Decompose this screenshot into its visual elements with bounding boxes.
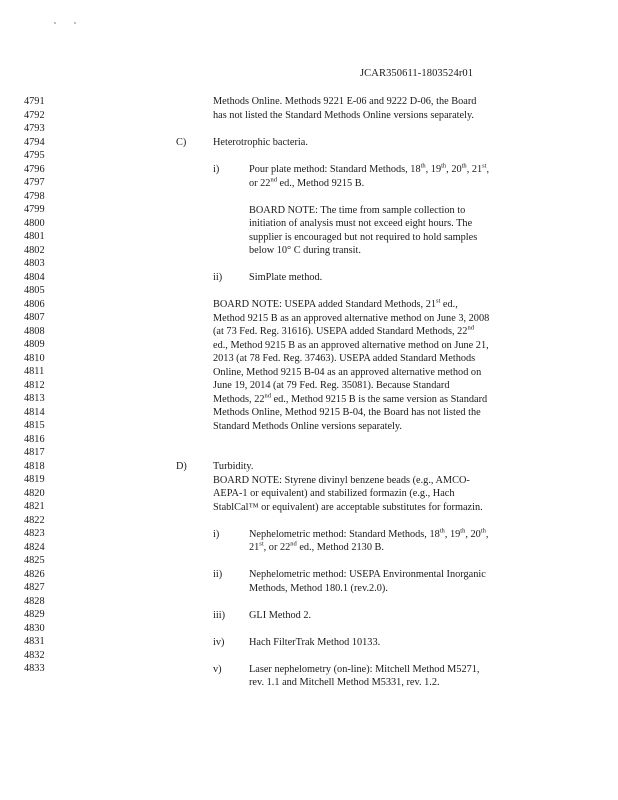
line-number: 4821 [24, 501, 45, 512]
line-number: 4791 [24, 96, 45, 107]
line-number: 4805 [24, 285, 45, 296]
line-number: 4798 [24, 190, 45, 202]
line-number: 4817 [24, 447, 45, 458]
line-number: 4794 [24, 136, 45, 148]
d-note-line-2: AEPA-1 or equivalent) and stabilized formazin (e.g., Hach [213, 488, 455, 499]
c-item-i-note-line-2: initiation of analysis must not exceed eight hours. The [249, 218, 473, 229]
c-note-line-5: 2013 (at 78 Fed. Reg. 37463). USEPA added Standard Methods [213, 353, 476, 364]
line-number: 4810 [24, 352, 45, 364]
c-note-line-6: Online, Method 9215 B-04 as an approved alternative method on [213, 366, 482, 378]
d-item-ii-line-2: Methods, Method 180.1 (rev.2.0). [249, 582, 388, 594]
line-number: 4831 [24, 636, 45, 647]
line-number: 4823 [24, 528, 45, 539]
line-number: 4818 [24, 460, 45, 472]
line-number: 4799 [24, 204, 45, 215]
section-c-title: Heterotrophic bacteria. [213, 137, 308, 148]
line-number: 4802 [24, 244, 45, 256]
c-note-line-1: BOARD NOTE: USEPA added Standard Methods, 21st ed., [213, 297, 458, 310]
line-number: 4795 [24, 150, 45, 161]
line-number: 4807 [24, 312, 45, 323]
d-item-iv-text: Hach FilterTrak Method 10133. [249, 636, 381, 648]
line-number: 4800 [24, 217, 45, 229]
line-number: 4822 [24, 514, 45, 526]
line-number: 4816 [24, 433, 45, 445]
d-item-iii-text: GLI Method 2. [249, 609, 312, 621]
line-number: 4826 [24, 568, 45, 580]
d-item-iii-marker: iii) [213, 609, 226, 621]
line-number: 4801 [24, 231, 45, 242]
line-number: 4811 [24, 366, 45, 377]
line-number: 4833 [24, 663, 45, 674]
d-note-line-3: StablCal™ or equivalent) are acceptable substitutes for formazin. [213, 501, 483, 513]
line-number: 4828 [24, 595, 45, 607]
line-number: 4796 [24, 163, 45, 175]
line-number: 4803 [24, 258, 45, 269]
d-item-v-line-2: rev. 1.1 and Mitchell Method M5331, rev. 1.2. [249, 677, 440, 688]
c-note-line-4: ed., Method 9215 B as an approved alternative method on June 21, [213, 339, 489, 351]
line-number: 4804 [24, 271, 45, 283]
c-note-line-10: Standard Methods Online versions separately. [213, 420, 402, 432]
c-note-line-8: Methods, 22nd ed., Method 9215 B is the same version as Standard [213, 392, 488, 405]
line-number: 4808 [24, 325, 45, 337]
line-number: 4829 [24, 609, 45, 620]
intro-line-2: has not listed the Standard Methods Online versions separately. [213, 109, 474, 121]
c-item-i-line-2: or 22nd ed., Method 9215 B. [249, 176, 365, 189]
d-item-iv-marker: iv) [213, 636, 225, 648]
c-item-ii-text: SimPlate method. [249, 272, 323, 283]
c-item-i-line-1: Pour plate method: Standard Methods, 18th, 19th, 20th, 21st, [249, 162, 490, 175]
d-item-v-marker: v) [213, 663, 222, 675]
line-number: 4827 [24, 582, 45, 593]
section-d-title: Turbidity. [213, 461, 254, 472]
scan-speck [54, 22, 56, 24]
document-id: JCAR350611-1803524r01 [360, 68, 474, 79]
line-number: 4832 [24, 649, 45, 661]
d-item-i-line-2: 21st, or 22nd ed., Method 2130 B. [249, 540, 384, 553]
line-number: 4824 [24, 541, 45, 553]
c-item-i-note-line-4: below 10° C during transit. [249, 245, 361, 256]
d-note-line-1: BOARD NOTE: Styrene divinyl benzene beads (e.g., AMCO- [213, 474, 470, 486]
line-number: 4815 [24, 420, 45, 431]
line-number: 4792 [24, 109, 45, 121]
d-item-i-marker: i) [213, 528, 220, 540]
scan-speck [74, 22, 76, 24]
line-number: 4793 [24, 123, 45, 134]
c-item-i-note-line-3: supplier is encouraged but not required to hold samples [249, 231, 478, 243]
line-number: 4809 [24, 339, 45, 350]
line-number: 4825 [24, 555, 45, 566]
section-d-marker: D) [176, 461, 187, 472]
intro-line-1: Methods Online. Methods 9221 E-06 and 9222 D-06, the Board [213, 96, 477, 107]
line-number: 4812 [24, 379, 45, 391]
c-item-i-marker: i) [213, 164, 220, 175]
c-item-i-note-line-1: BOARD NOTE: The time from sample collection to [249, 204, 466, 216]
line-number: 4797 [24, 177, 45, 188]
line-number: 4813 [24, 393, 45, 404]
line-number: 4819 [24, 474, 45, 485]
d-item-ii-marker: ii) [213, 569, 223, 580]
c-note-line-3: (at 73 Fed. Reg. 31616). USEPA added Standard Methods, 22nd [213, 324, 474, 337]
d-item-v-line-1: Laser nephelometry (on-line): Mitchell Method M5271, [249, 663, 480, 675]
line-number: 4814 [24, 406, 45, 418]
c-item-ii-marker: ii) [213, 272, 223, 283]
c-note-line-2: Method 9215 B as an approved alternative method on June 3, 2008 [213, 312, 490, 324]
c-note-line-9: Methods Online, Method 9215 B-04, the Board has not listed the [213, 407, 481, 418]
c-note-line-7: June 19, 2014 (at 79 Fed. Reg. 35081). Because Standard [213, 380, 450, 391]
d-item-i-line-1: Nephelometric method: Standard Methods, 18th, 19th, 20th, [249, 527, 489, 540]
line-number: 4806 [24, 298, 45, 310]
section-c-marker: C) [176, 137, 187, 148]
line-number: 4820 [24, 487, 45, 499]
d-item-ii-line-1: Nephelometric method: USEPA Environmental Inorganic [249, 569, 486, 580]
line-number: 4830 [24, 622, 45, 634]
